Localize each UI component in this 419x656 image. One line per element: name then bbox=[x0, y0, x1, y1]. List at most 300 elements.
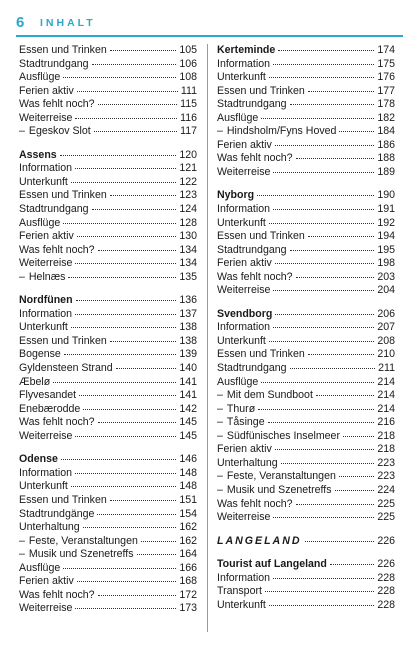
toc-page-number: 154 bbox=[179, 507, 197, 520]
toc-entry-label: – Feste, Veranstaltungen bbox=[217, 470, 336, 484]
toc-entry-label: – Hindsholm/Fyns Hoved bbox=[217, 125, 336, 139]
toc-entry[interactable] bbox=[19, 480, 197, 494]
toc-page-number: 146 bbox=[179, 453, 197, 466]
toc-entry-label: Ferien aktiv bbox=[217, 443, 272, 456]
toc-entry-label: Nyborg bbox=[217, 189, 255, 202]
toc-chapter-entry[interactable] bbox=[217, 558, 395, 572]
dot-leader bbox=[92, 209, 177, 210]
toc-entry-label: Information bbox=[19, 307, 72, 320]
toc-entry-label: Unterkunft bbox=[217, 216, 266, 229]
toc-entry[interactable] bbox=[217, 348, 395, 362]
toc-entry[interactable] bbox=[19, 71, 197, 85]
toc-page-number: 198 bbox=[377, 257, 395, 270]
toc-entry-label: Nordfünen bbox=[19, 294, 73, 307]
toc-subentry[interactable] bbox=[217, 389, 395, 403]
toc-chapter-entry[interactable] bbox=[217, 535, 395, 549]
toc-page-number: 137 bbox=[179, 307, 197, 320]
toc-entry-label: Weiterreise bbox=[217, 511, 271, 524]
toc-entry-label: Weiterreise bbox=[19, 111, 73, 124]
toc-page-number: 226 bbox=[377, 558, 395, 571]
toc-page-number: 123 bbox=[179, 189, 197, 202]
toc-entry[interactable] bbox=[19, 257, 197, 271]
toc-entry[interactable] bbox=[217, 152, 395, 166]
toc-page-number: 211 bbox=[378, 362, 395, 375]
section-title: INHALT bbox=[40, 17, 96, 29]
toc-entry-label: Weiterreise bbox=[19, 257, 73, 270]
toc-entry-label: Ferien aktiv bbox=[19, 230, 74, 243]
toc-entry-label: Essen und Trinken bbox=[19, 189, 107, 202]
toc-entry[interactable] bbox=[19, 203, 197, 217]
dot-leader bbox=[76, 300, 177, 301]
toc-entry[interactable] bbox=[19, 376, 197, 390]
dot-leader bbox=[75, 118, 177, 119]
toc-page-number: 194 bbox=[377, 230, 395, 243]
toc-subentry[interactable] bbox=[217, 403, 395, 417]
dot-leader bbox=[273, 290, 374, 291]
dot-leader bbox=[273, 327, 374, 328]
toc-entry-label: Unterkunft bbox=[19, 175, 68, 188]
toc-group bbox=[217, 189, 395, 297]
toc-page-number: 134 bbox=[179, 243, 197, 256]
toc-page-number: 139 bbox=[179, 348, 197, 361]
toc-entry[interactable] bbox=[19, 244, 197, 258]
toc-page-number: 223 bbox=[377, 456, 395, 469]
toc-entry[interactable] bbox=[217, 443, 395, 457]
toc-page-number: 164 bbox=[179, 548, 197, 561]
dot-leader bbox=[265, 591, 374, 592]
dot-leader bbox=[64, 354, 176, 355]
toc-entry-label: Ferien aktiv bbox=[217, 138, 272, 151]
toc-page-number: 162 bbox=[179, 534, 197, 547]
toc-entry-label: – Musik und Szenetreffs bbox=[19, 548, 134, 562]
toc-page-number: 166 bbox=[179, 561, 197, 574]
toc-entry[interactable] bbox=[217, 498, 395, 512]
dot-leader bbox=[77, 581, 177, 582]
toc-entry-label: Essen und Trinken bbox=[217, 84, 305, 97]
toc-page-number: 108 bbox=[179, 71, 197, 84]
toc-page-number: 203 bbox=[377, 270, 395, 283]
toc-entry[interactable] bbox=[217, 599, 395, 613]
toc-page-number: 120 bbox=[179, 148, 197, 161]
dot-leader bbox=[110, 341, 177, 342]
toc-page-number: 206 bbox=[377, 307, 395, 320]
toc-chapter-entry[interactable] bbox=[19, 294, 197, 308]
toc-entry-label: Svendborg bbox=[217, 307, 273, 320]
toc-entry-label: Kerteminde bbox=[217, 44, 276, 56]
dot-leader bbox=[308, 91, 375, 92]
toc-page-number: 224 bbox=[377, 483, 395, 496]
column-divider bbox=[207, 44, 208, 632]
toc-entry[interactable] bbox=[19, 508, 197, 522]
toc-entry[interactable] bbox=[217, 362, 395, 376]
toc-entry-label: Weiterreise bbox=[217, 165, 271, 178]
dot-leader bbox=[269, 77, 374, 78]
toc-entry[interactable] bbox=[19, 416, 197, 430]
dot-leader bbox=[83, 409, 176, 410]
toc-entry-label: – Südfünisches Inselmeer bbox=[217, 430, 340, 444]
dot-leader bbox=[141, 541, 176, 542]
dot-leader bbox=[79, 395, 176, 396]
toc-page-number: 148 bbox=[179, 466, 197, 479]
toc-entry[interactable] bbox=[19, 562, 197, 576]
toc-column-right bbox=[217, 44, 395, 622]
toc-entry-label: Stadtrundgang bbox=[19, 203, 89, 216]
toc-page-number: 218 bbox=[377, 429, 395, 442]
toc-page-number: 228 bbox=[377, 571, 395, 584]
page-header bbox=[0, 14, 419, 38]
dot-leader bbox=[92, 64, 177, 65]
toc-group bbox=[19, 44, 197, 139]
toc-entry[interactable] bbox=[217, 457, 395, 471]
toc-page-number: 115 bbox=[180, 98, 197, 111]
toc-entry[interactable] bbox=[217, 321, 395, 335]
toc-group bbox=[19, 453, 197, 616]
toc-page-number: 225 bbox=[377, 497, 395, 510]
toc-page-number: 174 bbox=[377, 44, 395, 56]
dot-leader bbox=[275, 145, 375, 146]
toc-page-number: 184 bbox=[377, 125, 395, 138]
toc-entry-label: Unterkunft bbox=[217, 334, 266, 347]
toc-entry-label: Odense bbox=[19, 453, 58, 466]
toc-entry-label: Was fehlt noch? bbox=[217, 152, 293, 165]
toc-page-number: 214 bbox=[377, 375, 395, 388]
toc-entry-label: Essen und Trinken bbox=[19, 334, 107, 347]
dot-leader bbox=[269, 223, 374, 224]
dot-leader bbox=[305, 541, 375, 542]
toc-entry[interactable] bbox=[217, 85, 395, 99]
toc-entry-label: Unterkunft bbox=[19, 321, 68, 334]
toc-page-number: 188 bbox=[377, 152, 395, 165]
toc-page-number: 204 bbox=[377, 284, 395, 297]
toc-entry[interactable] bbox=[19, 308, 197, 322]
dot-leader bbox=[296, 504, 375, 505]
dot-leader bbox=[110, 195, 177, 196]
toc-entry[interactable] bbox=[19, 521, 197, 535]
toc-entry[interactable] bbox=[19, 430, 197, 444]
toc-entry[interactable] bbox=[217, 585, 395, 599]
dot-leader bbox=[63, 568, 176, 569]
toc-page-number: 136 bbox=[179, 294, 197, 307]
dot-leader bbox=[316, 395, 374, 396]
dot-leader bbox=[68, 277, 176, 278]
toc-entry-label: Gyldensteen Strand bbox=[19, 362, 113, 375]
dot-leader bbox=[261, 382, 374, 383]
toc-page-number: 145 bbox=[179, 429, 197, 442]
toc-entry[interactable] bbox=[19, 575, 197, 589]
toc-subentry[interactable] bbox=[217, 430, 395, 444]
toc-entry-label: Bogense bbox=[19, 348, 61, 361]
toc-entry[interactable] bbox=[19, 58, 197, 72]
toc-entry[interactable] bbox=[19, 189, 197, 203]
toc-subentry[interactable] bbox=[19, 271, 197, 285]
toc-entry[interactable] bbox=[217, 217, 395, 231]
dot-leader bbox=[110, 50, 177, 51]
toc-entry[interactable] bbox=[19, 494, 197, 508]
toc-chapter-entry[interactable] bbox=[19, 149, 197, 163]
toc-entry-label: Weiterreise bbox=[217, 284, 271, 297]
dot-leader bbox=[97, 514, 176, 515]
page-number: 6 bbox=[16, 14, 25, 31]
dot-leader bbox=[275, 314, 374, 315]
toc-entry-label: – Mit dem Sundboot bbox=[217, 389, 313, 403]
toc-page-number: 141 bbox=[179, 375, 197, 388]
toc-entry[interactable] bbox=[19, 389, 197, 403]
toc-page-number: 116 bbox=[180, 111, 197, 124]
dot-leader bbox=[269, 605, 374, 606]
toc-page-number: 226 bbox=[377, 534, 395, 547]
dot-leader bbox=[53, 382, 176, 383]
toc-entry-label: Ferien aktiv bbox=[19, 575, 74, 588]
toc-entry[interactable] bbox=[19, 362, 197, 376]
toc-subentry[interactable] bbox=[217, 484, 395, 498]
toc-entry[interactable] bbox=[217, 244, 395, 258]
toc-entry[interactable] bbox=[217, 98, 395, 112]
dot-leader bbox=[61, 459, 176, 460]
dot-leader bbox=[60, 155, 177, 156]
toc-entry-label: Was fehlt noch? bbox=[217, 497, 293, 510]
dot-leader bbox=[94, 131, 177, 132]
toc-group bbox=[217, 558, 395, 612]
toc-chapter-entry[interactable] bbox=[19, 453, 197, 467]
toc-entry-label: Flyvesandet bbox=[19, 389, 77, 402]
dot-leader bbox=[269, 341, 374, 342]
dot-leader bbox=[290, 368, 376, 369]
toc-entry-label: Weiterreise bbox=[19, 602, 73, 615]
toc-entry[interactable] bbox=[217, 203, 395, 217]
toc-entry-label: Ausflüge bbox=[19, 216, 61, 229]
dot-leader bbox=[137, 554, 177, 555]
toc-page-number: 208 bbox=[377, 334, 395, 347]
toc-entry[interactable] bbox=[217, 139, 395, 153]
toc-page-number: 178 bbox=[377, 98, 395, 111]
toc-entry[interactable] bbox=[19, 44, 197, 58]
toc-page-number: 128 bbox=[179, 216, 197, 229]
toc-entry-label: Was fehlt noch? bbox=[217, 270, 293, 283]
toc-page-number: 192 bbox=[377, 216, 395, 229]
toc-page-number: 189 bbox=[377, 165, 395, 178]
toc-entry-label: Unterhaltung bbox=[19, 521, 80, 534]
toc-group bbox=[217, 44, 395, 179]
toc-entry-label: Stadtrundgang bbox=[217, 362, 287, 375]
toc-entry[interactable] bbox=[19, 217, 197, 231]
dot-leader bbox=[335, 490, 375, 491]
toc-entry[interactable] bbox=[19, 321, 197, 335]
toc-page-number: 175 bbox=[377, 57, 395, 70]
dot-leader bbox=[273, 209, 374, 210]
toc-entry[interactable] bbox=[19, 589, 197, 603]
dot-leader bbox=[290, 104, 375, 105]
toc-chapter-entry[interactable] bbox=[217, 308, 395, 322]
dot-leader bbox=[71, 182, 176, 183]
dot-leader bbox=[77, 91, 178, 92]
toc-chapter-entry[interactable] bbox=[217, 189, 395, 203]
dot-leader bbox=[98, 250, 177, 251]
toc-page-number: 195 bbox=[377, 243, 395, 256]
toc-entry-label: – Feste, Veranstaltungen bbox=[19, 535, 138, 549]
toc-entry[interactable] bbox=[217, 230, 395, 244]
dot-leader bbox=[273, 172, 374, 173]
toc-page-number: 117 bbox=[180, 125, 197, 138]
toc-entry-label: Æbelø bbox=[19, 375, 51, 388]
toc-entry-label: Essen und Trinken bbox=[19, 44, 107, 56]
dot-leader bbox=[98, 595, 177, 596]
dot-leader bbox=[75, 608, 176, 609]
toc-entry-label: – Tåsinge bbox=[217, 416, 265, 430]
toc-entry-label: Unterkunft bbox=[217, 598, 266, 611]
toc-entry-label: Stadtrundgang bbox=[217, 243, 287, 256]
toc-page-number: 210 bbox=[377, 348, 395, 361]
toc-page-number: 151 bbox=[179, 493, 197, 506]
toc-entry[interactable] bbox=[217, 257, 395, 271]
toc-entry[interactable] bbox=[19, 162, 197, 176]
toc-page-number: 142 bbox=[179, 402, 197, 415]
toc-subentry[interactable] bbox=[217, 416, 395, 430]
toc-page-number: 122 bbox=[179, 175, 197, 188]
dot-leader bbox=[268, 422, 375, 423]
toc-page-number: 182 bbox=[377, 111, 395, 124]
toc-entry-label: Was fehlt noch? bbox=[19, 588, 95, 601]
toc-entry[interactable] bbox=[19, 85, 197, 99]
toc-entry-label: Essen und Trinken bbox=[217, 348, 305, 361]
dot-leader bbox=[339, 131, 374, 132]
dot-leader bbox=[275, 263, 375, 264]
dot-leader bbox=[330, 564, 374, 565]
toc-entry[interactable] bbox=[19, 335, 197, 349]
dot-leader bbox=[75, 314, 176, 315]
toc-entry-label: Information bbox=[19, 162, 72, 175]
toc-entry-label: Stadtrundgang bbox=[217, 98, 287, 111]
toc-subentry[interactable] bbox=[19, 548, 197, 562]
toc-entry-label: Weiterreise bbox=[19, 429, 73, 442]
dot-leader bbox=[296, 158, 375, 159]
toc-entry[interactable] bbox=[217, 511, 395, 525]
dot-leader bbox=[278, 50, 374, 51]
toc-entry[interactable] bbox=[19, 176, 197, 190]
toc-page-number: 214 bbox=[377, 389, 395, 402]
toc-entry[interactable] bbox=[217, 271, 395, 285]
header-rule bbox=[16, 35, 403, 37]
toc-page-number: 207 bbox=[377, 321, 395, 334]
toc-entry-label: Essen und Trinken bbox=[217, 230, 305, 243]
toc-entry-label: Information bbox=[19, 466, 72, 479]
toc-entry[interactable] bbox=[217, 376, 395, 390]
toc-entry-label: Ausflüge bbox=[19, 71, 61, 84]
toc-page-number: 135 bbox=[179, 270, 197, 283]
toc-page-number: 134 bbox=[179, 257, 197, 270]
toc-entry-label: Ausflüge bbox=[217, 111, 259, 124]
dot-leader bbox=[296, 277, 375, 278]
toc-entry-label: Unterkunft bbox=[19, 480, 68, 493]
toc-page-number: 225 bbox=[377, 511, 395, 524]
dot-leader bbox=[63, 223, 176, 224]
dot-leader bbox=[63, 77, 176, 78]
dot-leader bbox=[77, 236, 177, 237]
dot-leader bbox=[75, 473, 176, 474]
toc-page-number: 168 bbox=[179, 575, 197, 588]
toc-entry[interactable] bbox=[217, 166, 395, 180]
dot-leader bbox=[257, 195, 374, 196]
dot-leader bbox=[308, 354, 375, 355]
toc-page-number: 138 bbox=[179, 321, 197, 334]
toc-chapter-entry[interactable] bbox=[217, 44, 395, 58]
toc-subentry[interactable] bbox=[217, 125, 395, 139]
toc-entry[interactable] bbox=[217, 71, 395, 85]
toc-entry[interactable] bbox=[19, 467, 197, 481]
dot-leader bbox=[308, 236, 375, 237]
toc-entry[interactable] bbox=[217, 284, 395, 298]
dot-leader bbox=[116, 368, 177, 369]
toc-entry[interactable] bbox=[19, 602, 197, 616]
toc-entry[interactable] bbox=[19, 348, 197, 362]
toc-group bbox=[217, 308, 395, 525]
toc-page-number: 124 bbox=[179, 203, 197, 216]
dot-leader bbox=[110, 500, 177, 501]
toc-entry[interactable] bbox=[217, 335, 395, 349]
toc-entry-label: LANGELAND bbox=[217, 534, 302, 547]
toc-entry-label: Enebærodde bbox=[19, 402, 81, 415]
toc-entry-label: – Musik und Szenetreffs bbox=[217, 484, 332, 498]
toc-subentry[interactable] bbox=[19, 125, 197, 139]
toc-page-number: 121 bbox=[179, 162, 197, 175]
toc-entry-label: Stadtrundgang bbox=[19, 57, 89, 70]
dot-leader bbox=[75, 168, 176, 169]
toc-entry-label: Information bbox=[217, 57, 270, 70]
toc-entry-label: Information bbox=[217, 203, 270, 216]
dot-leader bbox=[281, 463, 375, 464]
toc-entry[interactable] bbox=[217, 58, 395, 72]
dot-leader bbox=[261, 118, 374, 119]
toc-entry-label: Was fehlt noch? bbox=[19, 243, 95, 256]
toc-entry[interactable] bbox=[19, 98, 197, 112]
toc-page-number: 191 bbox=[377, 203, 395, 216]
dot-leader bbox=[75, 263, 176, 264]
dot-leader bbox=[343, 436, 374, 437]
toc-page-number: 111 bbox=[180, 84, 197, 97]
dot-leader bbox=[273, 578, 374, 579]
toc-page-number: 223 bbox=[377, 470, 395, 483]
dot-leader bbox=[98, 422, 177, 423]
toc-entry-label: Transport bbox=[217, 585, 262, 598]
toc-subentry[interactable] bbox=[217, 470, 395, 484]
toc-page-number: 216 bbox=[377, 416, 395, 429]
dot-leader bbox=[71, 327, 176, 328]
toc-page-number: 177 bbox=[377, 84, 395, 97]
toc-entry[interactable] bbox=[19, 112, 197, 126]
toc-group bbox=[19, 294, 197, 443]
toc-entry-label: Ferien aktiv bbox=[19, 84, 74, 97]
dot-leader bbox=[83, 527, 177, 528]
toc-subentry[interactable] bbox=[19, 535, 197, 549]
toc-entry[interactable] bbox=[19, 403, 197, 417]
toc-entry-label: – Helnæs bbox=[19, 271, 65, 285]
toc-entry[interactable] bbox=[217, 112, 395, 126]
toc-page-number: 186 bbox=[377, 138, 395, 151]
toc-group bbox=[19, 149, 197, 284]
toc-page-number: 176 bbox=[377, 71, 395, 84]
toc-entry-label: Stadtrundgänge bbox=[19, 507, 95, 520]
toc-page-number: 218 bbox=[377, 443, 395, 456]
dot-leader bbox=[273, 517, 374, 518]
dot-leader bbox=[71, 486, 176, 487]
toc-page-number: 173 bbox=[179, 602, 197, 615]
dot-leader bbox=[290, 250, 375, 251]
toc-page-number: 106 bbox=[179, 57, 197, 70]
dot-leader bbox=[275, 449, 375, 450]
toc-page-number: 228 bbox=[377, 598, 395, 611]
toc-entry[interactable] bbox=[19, 230, 197, 244]
toc-entry[interactable] bbox=[217, 572, 395, 586]
dot-leader bbox=[75, 436, 176, 437]
